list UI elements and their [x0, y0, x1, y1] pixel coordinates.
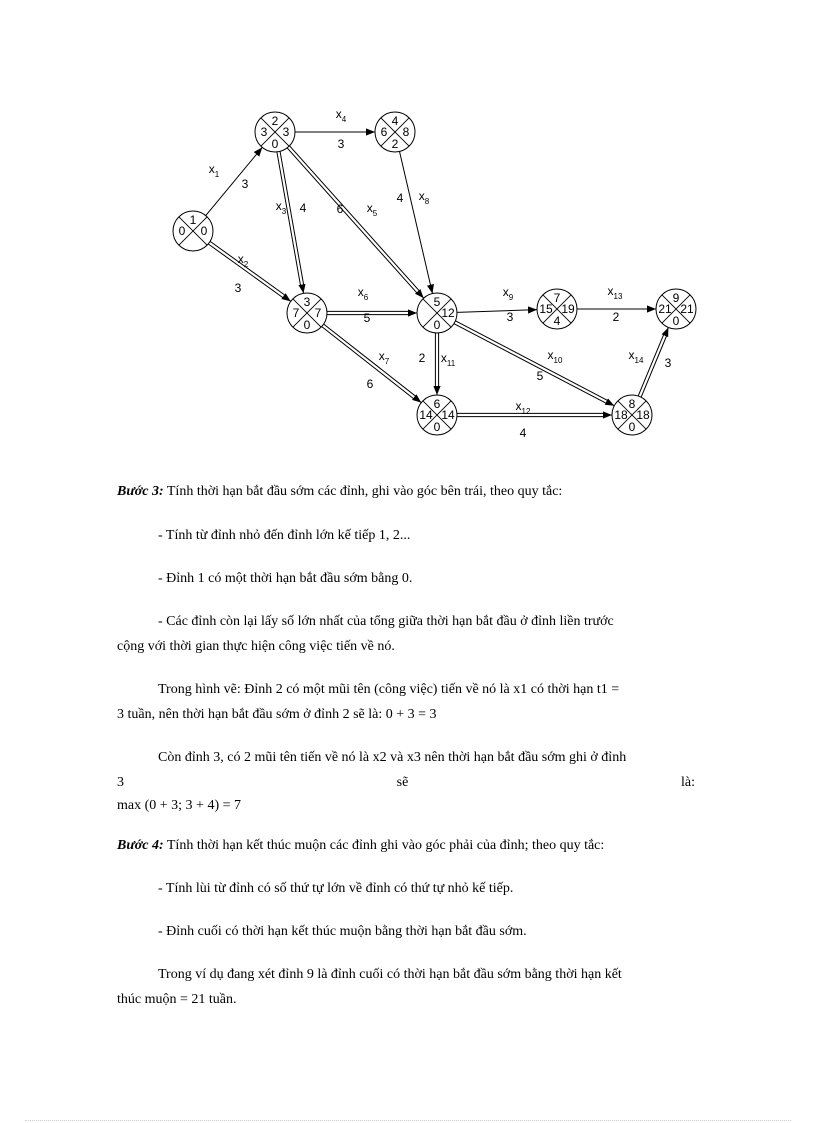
node-slack: 0: [303, 318, 311, 332]
node-slack: 4: [553, 314, 561, 328]
edge-duration: 2: [612, 310, 620, 324]
node-1: [173, 211, 213, 251]
node-5: [417, 293, 457, 333]
rule-2: - Đỉnh 1 có một thời hạn bắt đầu sớm bằng 0.: [158, 571, 413, 586]
edge-label: [367, 201, 378, 218]
node-late-finish: 18: [636, 408, 650, 422]
para-3-line-2: thúc muộn = 21 tuần.: [117, 992, 237, 1007]
edge-label-subscript: 5: [372, 209, 378, 218]
node-slack: 0: [433, 420, 441, 434]
node-early-start: 21: [658, 302, 672, 316]
edge-label-subscript: 9: [508, 293, 514, 302]
node-late-finish: 3: [282, 125, 290, 139]
node-early-start: 15: [539, 302, 553, 316]
edge-label-subscript: 2: [243, 260, 249, 269]
edge-label-subscript: 8: [424, 197, 430, 206]
edge-label-subscript: 12: [521, 407, 531, 416]
edge-line-a: [208, 244, 285, 299]
network-diagram: [0, 0, 816, 460]
edge-x7: [322, 324, 422, 403]
edge-label-letter: x: [335, 107, 342, 121]
step4-intro: Tính thời hạn kết thúc muộn các đỉnh ghi vào góc phải của đỉnh; theo quy tắc:: [163, 838, 605, 853]
edge-label-letter: x: [366, 201, 373, 215]
edge-duration: 3: [506, 310, 514, 324]
node-late-finish: 0: [200, 224, 208, 238]
edge-label-letter: x: [502, 285, 509, 299]
edge-label-letter: x: [275, 199, 282, 213]
para-2-word-se: sẽ: [396, 775, 409, 790]
edge-x2: [208, 241, 290, 301]
edge-label-letter: x: [607, 284, 614, 298]
edge-line: [400, 151, 433, 293]
edge-line-a: [641, 334, 667, 398]
step3-paragraph: [117, 483, 695, 501]
edge-line: [457, 310, 537, 313]
edge-duration: 3: [664, 356, 672, 370]
node-6: [417, 395, 457, 435]
edge-label-subscript: 10: [553, 356, 563, 365]
edge-label-subscript: 13: [613, 292, 623, 301]
edge-line-a: [277, 152, 301, 288]
para-2-line-3: max (0 + 3; 3 + 4) = 7: [117, 798, 242, 813]
node-late-finish: 12: [441, 306, 455, 320]
node-slack: 0: [271, 137, 279, 151]
node-late-finish: 8: [402, 125, 410, 139]
node-late-finish: 19: [561, 302, 575, 316]
edge-label-subscript: 11: [446, 359, 456, 368]
node-slack: 2: [391, 137, 399, 151]
node-early-start: 0: [178, 224, 186, 238]
node-number: 4: [391, 114, 399, 128]
edge-label: [441, 351, 456, 368]
rule-3-line-2: cộng với thời gian thực hiện công việc tiến về nó.: [117, 639, 395, 654]
edge-label: [379, 349, 390, 366]
edge-label-letter: x: [208, 162, 215, 176]
edge-x4: [295, 107, 375, 151]
para-3-line-1: Trong ví dụ đang xét đỉnh 9 là đỉnh cuối có thời hạn bắt đầu sớm bằng thời hạn kết: [158, 967, 622, 982]
node-early-start: 6: [380, 125, 388, 139]
node-number: 7: [553, 291, 561, 305]
step3-intro: Tính thời hạn bắt đầu sớm các đỉnh, ghi vào góc bên trái, theo quy tắc:: [163, 484, 563, 499]
para-2-line-1: Còn đỉnh 3, có 2 mũi tên tiến về nó là x2 và x3 nên thời hạn bắt đầu sớm ghi ở đỉnh: [158, 750, 627, 765]
edge-line-b: [455, 321, 609, 402]
node-4: [375, 112, 415, 152]
node-early-start: 3: [260, 125, 268, 139]
rule-3-line-1: - Các đỉnh còn lại lấy số lớn nhất của tổng giữa thời hạn bắt đầu ở đỉnh liền trước: [158, 614, 614, 629]
edge-duration: 6: [336, 202, 344, 216]
node-slack: 0: [433, 318, 441, 332]
rule-5: - Đỉnh cuối có thời hạn kết thúc muộn bằng thời hạn bắt đầu sớm.: [158, 924, 527, 939]
edge-label-letter: x: [628, 348, 635, 362]
node-8: [612, 395, 652, 435]
node-late-finish: 7: [314, 306, 322, 320]
para-2-line-2: [117, 774, 695, 792]
edge-label-letter: x: [237, 252, 244, 266]
edge-label-subscript: 6: [363, 293, 369, 302]
edge-duration: 6: [366, 377, 374, 391]
rule-3: [117, 613, 695, 631]
node-2: [255, 112, 295, 152]
edge-duration: 4: [519, 426, 527, 440]
edge-label: [336, 107, 347, 124]
edge-duration: 3: [241, 177, 249, 191]
rule-4: - Tính lùi từ đỉnh có số thứ tự lớn về đỉnh có thứ tự nhỏ kế tiếp.: [158, 881, 514, 896]
edge-line: [206, 147, 262, 215]
edge-x13: [577, 284, 656, 324]
node-number: 5: [433, 295, 441, 309]
step4-title: Bước 4:: [117, 838, 164, 853]
edge-duration: 2: [418, 351, 426, 365]
node-late-finish: 14: [441, 408, 455, 422]
edge-label: [608, 284, 623, 301]
edge-duration: 5: [536, 369, 544, 383]
edge-x14: [629, 327, 672, 397]
edge-label: [503, 285, 514, 302]
step4-paragraph: [117, 837, 695, 855]
edge-label-subscript: 1: [214, 170, 220, 179]
node-late-finish: 21: [680, 302, 694, 316]
edge-x11: [419, 333, 456, 395]
edge-duration: 4: [396, 191, 404, 205]
edge-label-letter: x: [440, 351, 447, 365]
edge-label-letter: x: [515, 399, 522, 413]
node-early-start: 18: [614, 408, 628, 422]
edges-layer: [206, 107, 672, 440]
node-number: 8: [628, 397, 636, 411]
edge-x10: [454, 321, 614, 406]
edge-label: [419, 189, 430, 206]
edge-label-subscript: 7: [384, 357, 390, 366]
edge-line-b: [210, 241, 287, 296]
node-7: [537, 289, 577, 329]
edge-duration: 3: [337, 137, 345, 151]
edge-line-a: [287, 148, 418, 295]
edge-label-subscript: 3: [281, 207, 287, 216]
node-number: 2: [271, 114, 279, 128]
node-number: 3: [303, 295, 311, 309]
node-number: 6: [433, 397, 441, 411]
edge-label: [629, 348, 644, 365]
node-9: [656, 289, 696, 329]
edge-x9: [457, 285, 537, 324]
node-number: 1: [189, 213, 197, 227]
edge-label: [276, 199, 287, 216]
edge-x12: [457, 399, 612, 440]
edge-line-b: [280, 151, 304, 287]
node-number: 9: [672, 291, 680, 305]
para-2-word-3: 3: [117, 775, 124, 790]
edge-label-letter: x: [357, 285, 364, 299]
edge-line-a: [454, 324, 608, 405]
edge-duration: 4: [299, 201, 307, 215]
para-1-line-2: 3 tuần, nên thời hạn bắt đầu sớm ở đỉnh 2 sẽ là: 0 + 3 = 3: [117, 707, 437, 722]
rule-1: - Tính từ đỉnh nhỏ đến đỉnh lớn kế tiếp 1, 2...: [158, 528, 411, 543]
edge-x3: [276, 151, 307, 293]
edge-x1: [206, 147, 262, 215]
edge-duration: 5: [363, 311, 371, 325]
para-2-word-la: là:: [680, 775, 695, 790]
para-1-line-1: Trong hình vẽ: Đỉnh 2 có một mũi tên (công việc) tiến về nó là x1 có thời hạn t1 =: [158, 682, 620, 697]
edge-label: [548, 348, 563, 365]
edge-label-subscript: 14: [634, 356, 644, 365]
node-early-start: 7: [292, 306, 300, 320]
edge-label-letter: x: [418, 189, 425, 203]
page-bottom-rule: [25, 1120, 791, 1121]
step3-title: Bước 3:: [117, 484, 164, 499]
node-slack: 0: [628, 420, 636, 434]
edge-label-letter: x: [547, 348, 554, 362]
edge-x6: [327, 285, 417, 325]
edge-label-subscript: 4: [341, 115, 347, 124]
node-early-start: 14: [419, 408, 433, 422]
edge-label: [209, 162, 220, 179]
edge-label: [358, 285, 369, 302]
edge-duration: 3: [234, 281, 242, 295]
node-slack: 0: [672, 314, 680, 328]
edge-line-b: [290, 146, 421, 293]
edge-label-letter: x: [378, 349, 385, 363]
node-3: [287, 293, 327, 333]
